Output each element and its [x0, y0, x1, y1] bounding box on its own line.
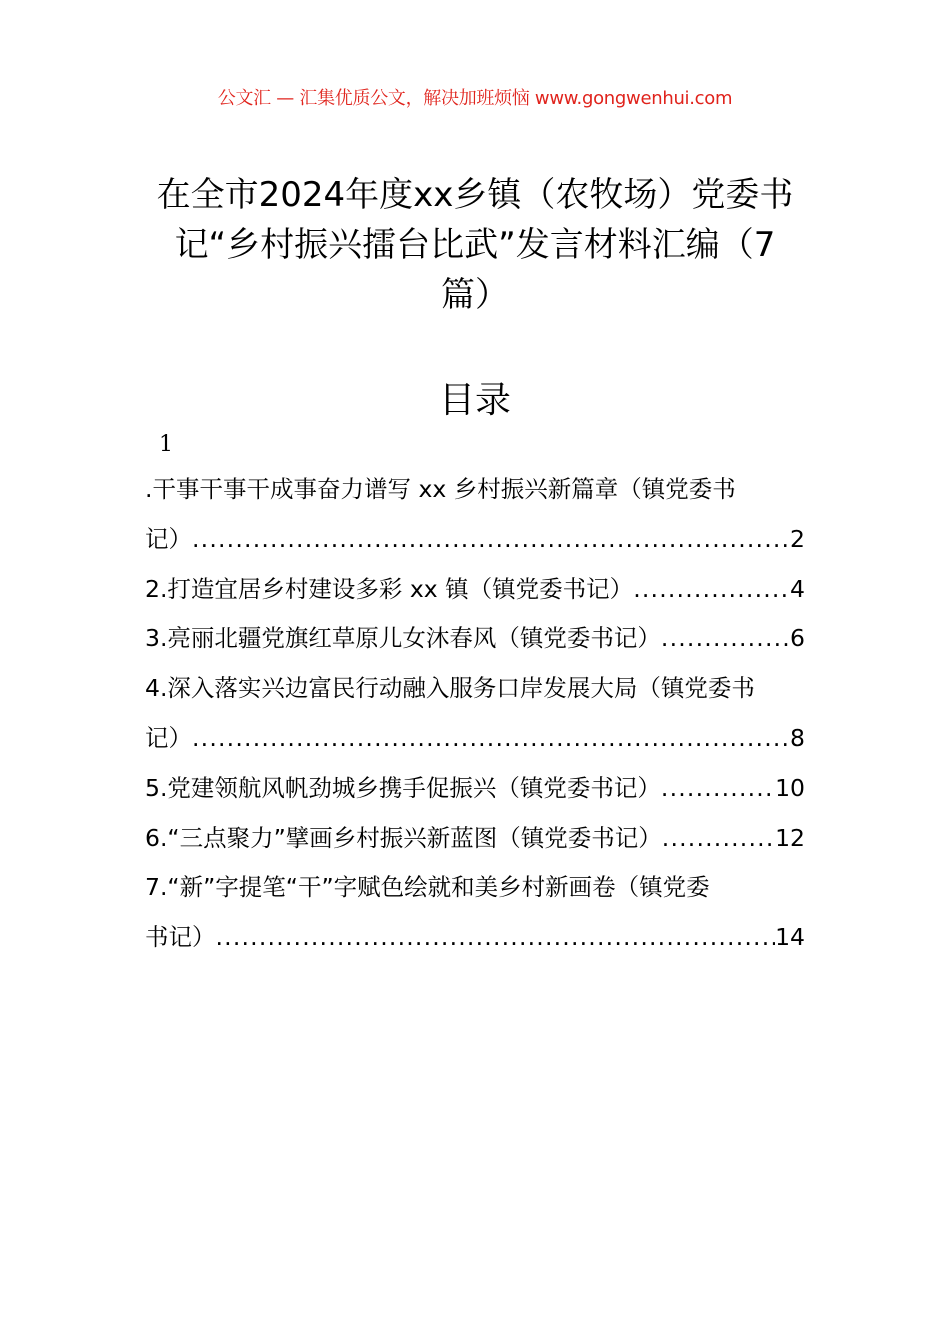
toc-page-number: 12 — [775, 823, 805, 852]
toc-entry[interactable] — [145, 863, 805, 963]
toc-entry-title: 7.“新”字提笔“干”字赋色绘就和美乡村新画卷（镇党委 — [145, 873, 710, 902]
toc-entry-line — [145, 863, 805, 913]
toc-entry-title: 记） — [145, 524, 192, 553]
toc-entry[interactable] — [145, 814, 805, 864]
toc-page-number: 4 — [790, 574, 805, 603]
dot-leader — [192, 515, 790, 565]
toc-entry-title: 记） — [145, 723, 192, 752]
toc-entry[interactable] — [145, 565, 805, 615]
title-line: 在全市2024年度xx乡镇（农牧场）党委书 — [156, 175, 794, 215]
toc-page-number: 8 — [790, 723, 805, 752]
toc-entry-line — [145, 714, 805, 764]
title-line: 篇） — [441, 275, 509, 315]
toc-entry[interactable] — [145, 764, 805, 814]
toc-entry-line — [145, 465, 805, 515]
toc-entry-title: 4.深入落实兴边富民行动融入服务口岸发展大局（镇党委书 — [145, 674, 755, 703]
toc-entry-title: 3.亮丽北疆党旗红草原儿女沐春风（镇党委书记） — [145, 624, 661, 653]
toc-page-number: 2 — [790, 524, 805, 553]
toc-entry-line — [145, 764, 805, 814]
toc-entry-line — [145, 913, 805, 963]
toc-entry-title: 6.“三点聚力”擘画乡村振兴新蓝图（镇党委书记） — [145, 823, 662, 852]
document-title — [140, 170, 810, 320]
toc-entry-line — [145, 565, 805, 615]
toc-entry-title: 5.党建领航风帆劲城乡携手促振兴（镇党委书记） — [145, 773, 661, 802]
toc-entry-title: 书记） — [145, 923, 216, 952]
toc-page-number: 10 — [775, 773, 805, 802]
title-line: 记“乡村振兴擂台比武”发言材料汇编（7 — [174, 225, 776, 265]
table-of-contents — [145, 425, 805, 963]
toc-entry[interactable] — [145, 614, 805, 664]
toc-entry-title: 2.打造宜居乡村建设多彩 xx 镇（镇党委书记） — [145, 574, 634, 603]
dot-leader — [661, 764, 775, 814]
toc-entry[interactable] — [145, 664, 805, 764]
dot-leader — [661, 614, 790, 664]
toc-entry-line — [145, 814, 805, 864]
toc-page-number: 14 — [775, 923, 805, 952]
dot-leader — [192, 714, 790, 764]
dot-leader — [633, 565, 790, 615]
dot-leader — [216, 913, 776, 963]
watermark-header: 公文汇 — 汇集优质公文，解决加班烦恼 www.gongwenhui.com — [217, 88, 733, 109]
toc-heading: 目录 — [438, 380, 511, 421]
dot-leader — [662, 814, 775, 864]
toc-entry-line — [145, 664, 805, 714]
toc-entry-number: 1 — [159, 432, 173, 457]
toc-entry-line — [145, 614, 805, 664]
toc-page-number: 6 — [790, 624, 805, 653]
toc-entry[interactable] — [145, 465, 805, 565]
toc-entry-title: .干事干事干成事奋力谱写 xx 乡村振兴新篇章（镇党委书 — [145, 475, 736, 503]
toc-entry-line — [145, 515, 805, 565]
